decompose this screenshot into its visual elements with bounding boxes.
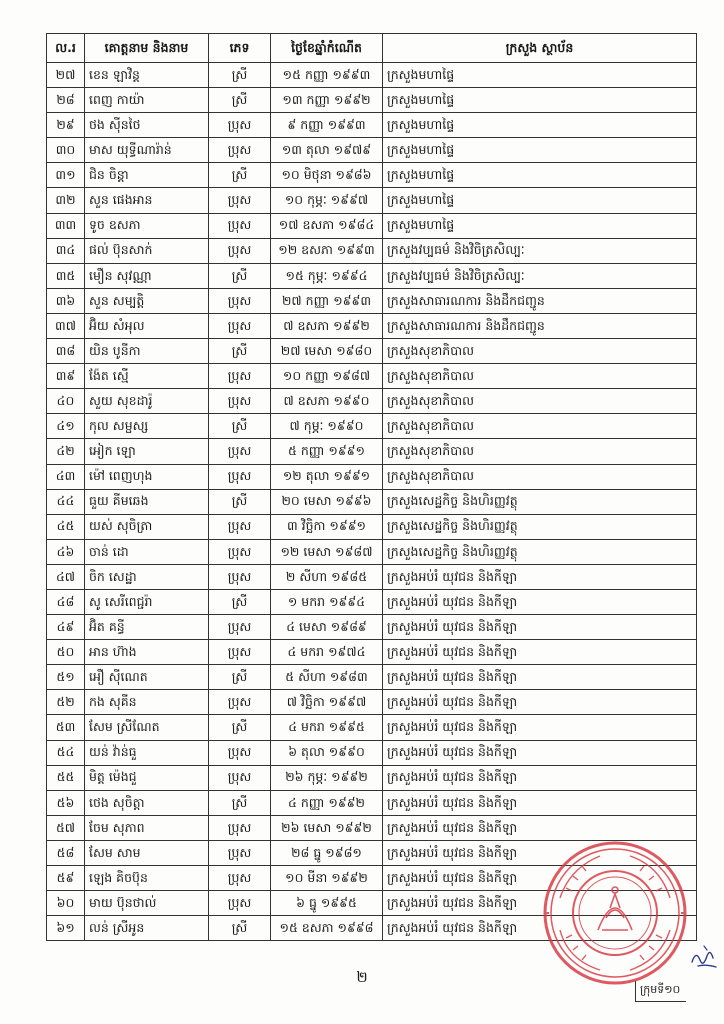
- row-number: ៥៦: [47, 790, 85, 815]
- person-sex: ប្រុស: [209, 364, 271, 389]
- table-row: [47, 313, 697, 338]
- row-number: ៥៧: [47, 815, 85, 840]
- table-row: [47, 615, 697, 640]
- person-sex: ស្រី: [209, 589, 271, 614]
- person-dob: ១ មករា ១៩៩៤: [271, 589, 383, 614]
- row-number: ៣២: [47, 188, 85, 213]
- person-sex: ប្រុស: [209, 815, 271, 840]
- person-name: សែម សាម: [85, 840, 209, 865]
- person-name: សួន សម្បត្តិ: [85, 288, 209, 313]
- person-sex: ប្រុស: [209, 866, 271, 891]
- person-institution: ក្រសួងមហាផ្ទៃ: [383, 88, 697, 113]
- person-sex: ប្រុស: [209, 439, 271, 464]
- person-name: អ៊ិយ សំអុល: [85, 313, 209, 338]
- table-row: [47, 88, 697, 113]
- person-sex: ប្រុស: [209, 840, 271, 865]
- person-institution: ក្រសួងអប់រំ យុវជន និងកីឡា: [383, 891, 697, 916]
- person-sex: ប្រុស: [209, 891, 271, 916]
- person-dob: ៦ ធ្នូ ១៩៩៥: [271, 891, 383, 916]
- person-dob: ១២ មេសា ១៩៨៧: [271, 539, 383, 564]
- person-institution: ក្រសួងវប្បធម៌ និងវិចិត្រសិល្បៈ: [383, 263, 697, 288]
- person-dob: ១២ ឧសភា ១៩៩៣: [271, 238, 383, 263]
- person-institution: ក្រសួងអប់រំ យុវជន និងកីឡា: [383, 665, 697, 690]
- person-dob: ៣ វិច្ឆិកា ១៩៩១: [271, 514, 383, 539]
- header-institution: ក្រសួង ស្ថាប័ន: [383, 34, 697, 63]
- person-name: អៀក ឡោ: [85, 439, 209, 464]
- row-number: ៤៨: [47, 589, 85, 614]
- person-name: យិន បូនីកា: [85, 339, 209, 364]
- row-number: ៥៤: [47, 740, 85, 765]
- person-name: ង៉ែត ស្មើ: [85, 364, 209, 389]
- person-name: មាយ ប៊ុនថាល់: [85, 891, 209, 916]
- person-sex: ស្រី: [209, 63, 271, 88]
- table-row: [47, 288, 697, 313]
- table-row: [47, 163, 697, 188]
- table-row: [47, 339, 697, 364]
- person-sex: ប្រុស: [209, 564, 271, 589]
- form-code: ក្រុមទី១០: [635, 981, 686, 1002]
- person-name: អាន ហ៊ាង: [85, 640, 209, 665]
- person-dob: ៤ មករា ១៩៩៥: [271, 715, 383, 740]
- person-name: កុល សម្ផស្ស: [85, 414, 209, 439]
- table-row: [47, 63, 697, 88]
- person-institution: ក្រសួងអប់រំ យុវជន និងកីឡា: [383, 615, 697, 640]
- row-number: ៥៩: [47, 866, 85, 891]
- person-name: ជិន ចិន្តា: [85, 163, 209, 188]
- table-row: [47, 188, 697, 213]
- person-name: ម៉ៅ ពេញហុង: [85, 464, 209, 489]
- person-name: មឿន សុវណ្ណា: [85, 263, 209, 288]
- person-sex: ប្រុស: [209, 765, 271, 790]
- table-row: [47, 464, 697, 489]
- person-dob: ៤ មករា ១៩៧៤: [271, 640, 383, 665]
- person-dob: ១៧ ឧសភា ១៩៨៤: [271, 213, 383, 238]
- person-sex: ប្រុស: [209, 640, 271, 665]
- table-row: [47, 439, 697, 464]
- table-row: [47, 489, 697, 514]
- person-sex: ប្រុស: [209, 313, 271, 338]
- person-dob: ១៥ កុម្ភៈ ១៩៩៤: [271, 263, 383, 288]
- person-name: ផល់ ប៊ុនសាក់: [85, 238, 209, 263]
- person-institution: ក្រសួងអប់រំ យុវជន និងកីឡា: [383, 916, 697, 941]
- person-institution: ក្រសួងសាធារណការ និងដឹកជញ្ជូន: [383, 288, 697, 313]
- person-institution: ក្រសួងអប់រំ យុវជន និងកីឡា: [383, 690, 697, 715]
- person-sex: ស្រី: [209, 489, 271, 514]
- person-institution: ក្រសួងអប់រំ យុវជន និងកីឡា: [383, 640, 697, 665]
- row-number: ២៨: [47, 88, 85, 113]
- table-row: [47, 213, 697, 238]
- person-institution: ក្រសួងសុខាភិបាល: [383, 364, 697, 389]
- person-name: យន់ វ៉ាន់ធួ: [85, 740, 209, 765]
- row-number: ៦០: [47, 891, 85, 916]
- person-name: សែម ស្រីណែត: [85, 715, 209, 740]
- person-dob: ២៨ ធ្នូ ១៩៨១: [271, 840, 383, 865]
- person-name: ថង ស៊ីនថៃ: [85, 113, 209, 138]
- person-dob: ១៥ កញ្ញា ១៩៩៣: [271, 63, 383, 88]
- roster-body: [47, 63, 697, 941]
- row-number: ៤២: [47, 439, 85, 464]
- person-sex: ប្រុស: [209, 213, 271, 238]
- row-number: ៣៨: [47, 339, 85, 364]
- row-number: ៣៩: [47, 364, 85, 389]
- person-dob: ៩ កញ្ញា ១៩៩៣: [271, 113, 383, 138]
- row-number: ៤៩: [47, 615, 85, 640]
- table-row: [47, 263, 697, 288]
- row-number: ៥១: [47, 665, 85, 690]
- row-number: ៤១: [47, 414, 85, 439]
- person-institution: ក្រសួងសុខាភិបាល: [383, 414, 697, 439]
- person-name: ធួយ គីមឆេង: [85, 489, 209, 514]
- person-dob: ៦ តុលា ១៩៩០: [271, 740, 383, 765]
- page-number: ២: [356, 968, 368, 986]
- row-number: ៥៥: [47, 765, 85, 790]
- person-dob: ១០ មិថុនា ១៩៨៦: [271, 163, 383, 188]
- person-name: ចាន់ ដោ: [85, 539, 209, 564]
- person-sex: ស្រី: [209, 916, 271, 941]
- person-institution: ក្រសួងអប់រំ យុវជន និងកីឡា: [383, 715, 697, 740]
- row-number: ២៩: [47, 113, 85, 138]
- person-institution: ក្រសួងសុខាភិបាល: [383, 439, 697, 464]
- person-name: សួន ផេងអាន: [85, 188, 209, 213]
- person-sex: ប្រុស: [209, 188, 271, 213]
- table-row: [47, 539, 697, 564]
- person-dob: ២៧ កញ្ញា ១៩៩៣: [271, 288, 383, 313]
- person-name: មាស យុទ្ធីណារ៉ាន់: [85, 138, 209, 163]
- person-dob: ៧ កុម្ភៈ ១៩៩០: [271, 414, 383, 439]
- person-name: មិត្ត ម៉េងជួ: [85, 765, 209, 790]
- person-sex: ប្រុស: [209, 539, 271, 564]
- header-name: គោត្តនាម និងនាម: [85, 34, 209, 63]
- person-name: អ៊ិត គន្ធី: [85, 615, 209, 640]
- person-name: ពេញ កាយ៉ា: [85, 88, 209, 113]
- person-dob: ១០ កញ្ញា ១៩៨៧: [271, 364, 383, 389]
- person-dob: ៥ កញ្ញា ១៩៩១: [271, 439, 383, 464]
- person-dob: ២៧ មេសា ១៩៨០: [271, 339, 383, 364]
- person-name: យស់ សុចិត្រា: [85, 514, 209, 539]
- person-dob: ១២ តុលា ១៩៩១: [271, 464, 383, 489]
- row-number: ៦១: [47, 916, 85, 941]
- person-name: ចែម សុភាព: [85, 815, 209, 840]
- row-number: ៣៣: [47, 213, 85, 238]
- person-institution: ក្រសួងអប់រំ យុវជន និងកីឡា: [383, 790, 697, 815]
- person-sex: ប្រុស: [209, 138, 271, 163]
- person-dob: ៧ ឧសភា ១៩៩២: [271, 313, 383, 338]
- row-number: ៣៤: [47, 238, 85, 263]
- person-dob: ៧ វិច្ឆិកា ១៩៩៧: [271, 690, 383, 715]
- person-institution: ក្រសួងអប់រំ យុវជន និងកីឡា: [383, 840, 697, 865]
- table-row: [47, 740, 697, 765]
- person-sex: ប្រុស: [209, 514, 271, 539]
- table-header-row: [47, 34, 697, 63]
- person-name: ចិក សេដ្ឋា: [85, 564, 209, 589]
- person-dob: ៧ ឧសភា ១៩៩០: [271, 389, 383, 414]
- person-name: ទូច ឧសភា: [85, 213, 209, 238]
- row-number: ៣១: [47, 163, 85, 188]
- person-institution: ក្រសួងមហាផ្ទៃ: [383, 138, 697, 163]
- person-dob: ៥ សីហា ១៩៨៣: [271, 665, 383, 690]
- person-dob: ១៣ តុលា ១៩៧៩: [271, 138, 383, 163]
- person-sex: ប្រុស: [209, 690, 271, 715]
- person-institution: ក្រសួងមហាផ្ទៃ: [383, 63, 697, 88]
- person-institution: ក្រសួងសេដ្ឋកិច្ច និងហិរញ្ញវត្ថុ: [383, 514, 697, 539]
- person-institution: ក្រសួងមហាផ្ទៃ: [383, 163, 697, 188]
- row-number: ៥៣: [47, 715, 85, 740]
- person-institution: ក្រសួងអប់រំ យុវជន និងកីឡា: [383, 589, 697, 614]
- person-name: អឿ ស៊ីណេត: [85, 665, 209, 690]
- table-row: [47, 113, 697, 138]
- person-name: ថេង សុចិត្តា: [85, 790, 209, 815]
- table-row: [47, 138, 697, 163]
- person-dob: ១៣ កញ្ញា ១៩៩២: [271, 88, 383, 113]
- table-row: [47, 690, 697, 715]
- person-dob: ២៦ កុម្ភៈ ១៩៩២: [271, 765, 383, 790]
- table-row: [47, 238, 697, 263]
- person-sex: ប្រុស: [209, 615, 271, 640]
- person-institution: ក្រសួងអប់រំ យុវជន និងកីឡា: [383, 866, 697, 891]
- person-sex: ស្រី: [209, 263, 271, 288]
- table-row: [47, 589, 697, 614]
- table-row: [47, 815, 697, 840]
- row-number: ២៧: [47, 63, 85, 88]
- row-number: ៥០: [47, 640, 85, 665]
- person-institution: ក្រសួងមហាផ្ទៃ: [383, 113, 697, 138]
- person-dob: ២០ មេសា ១៩៩៦: [271, 489, 383, 514]
- person-dob: ១៥ ឧសភា ១៩៩៨: [271, 916, 383, 941]
- person-dob: ១០ កុម្ភៈ ១៩៩៧: [271, 188, 383, 213]
- person-institution: ក្រសួងមហាផ្ទៃ: [383, 213, 697, 238]
- person-dob: ១០ មីនា ១៩៩២: [271, 866, 383, 891]
- person-name: ឡេង គិចប៊ុន: [85, 866, 209, 891]
- person-dob: ៤ មេសា ១៩៨៩: [271, 615, 383, 640]
- person-name: ខេន ឡាវិន្ត: [85, 63, 209, 88]
- person-institution: ក្រសួងសុខាភិបាល: [383, 389, 697, 414]
- row-number: ៤០: [47, 389, 85, 414]
- person-institution: ក្រសួងវប្បធម៌ និងវិចិត្រសិល្បៈ: [383, 238, 697, 263]
- table-row: [47, 715, 697, 740]
- person-name: កង សុគីន: [85, 690, 209, 715]
- row-number: ៥៨: [47, 840, 85, 865]
- person-name: លន់ ស្រីអូន: [85, 916, 209, 941]
- row-number: ៣៧: [47, 313, 85, 338]
- row-number: ៣៦: [47, 288, 85, 313]
- person-sex: ស្រី: [209, 790, 271, 815]
- row-number: ៣០: [47, 138, 85, 163]
- roster-table: [46, 33, 697, 941]
- header-number: ល.រ: [47, 34, 85, 63]
- person-sex: ប្រុស: [209, 740, 271, 765]
- table-row: [47, 364, 697, 389]
- person-sex: ស្រី: [209, 414, 271, 439]
- row-number: ៤៥: [47, 514, 85, 539]
- person-sex: ស្រី: [209, 339, 271, 364]
- person-name: សួយ សុខដារ៉ូ: [85, 389, 209, 414]
- table-row: [47, 389, 697, 414]
- person-institution: ក្រសួងសុខាភិបាល: [383, 464, 697, 489]
- person-institution: ក្រសួងមហាផ្ទៃ: [383, 188, 697, 213]
- table-row: [47, 514, 697, 539]
- person-sex: ស្រី: [209, 665, 271, 690]
- person-dob: ២៦ មេសា ១៩៩២: [271, 815, 383, 840]
- table-row: [47, 564, 697, 589]
- row-number: ៣៥: [47, 263, 85, 288]
- table-row: [47, 790, 697, 815]
- header-sex: ភេទ: [209, 34, 271, 63]
- person-sex: ប្រុស: [209, 288, 271, 313]
- person-institution: ក្រសួងសុខាភិបាល: [383, 339, 697, 364]
- table-row: [47, 640, 697, 665]
- person-institution: ក្រសួងសេដ្ឋកិច្ច និងហិរញ្ញវត្ថុ: [383, 489, 697, 514]
- person-name: សូ សេរីពេជ្ជរ៉ា: [85, 589, 209, 614]
- person-sex: ប្រុស: [209, 464, 271, 489]
- row-number: ៤៤: [47, 489, 85, 514]
- person-sex: ប្រុស: [209, 389, 271, 414]
- official-seal-icon: [540, 838, 690, 988]
- person-sex: ស្រី: [209, 715, 271, 740]
- table-row: [47, 765, 697, 790]
- row-number: ៥២: [47, 690, 85, 715]
- person-institution: ក្រសួងអប់រំ យុវជន និងកីឡា: [383, 564, 697, 589]
- row-number: ៤៦: [47, 539, 85, 564]
- person-sex: ប្រុស: [209, 113, 271, 138]
- person-dob: ៤ កញ្ញា ១៩៩២: [271, 790, 383, 815]
- row-number: ៤៣: [47, 464, 85, 489]
- table-row: [47, 665, 697, 690]
- person-sex: ប្រុស: [209, 238, 271, 263]
- person-institution: ក្រសួងអប់រំ យុវជន និងកីឡា: [383, 765, 697, 790]
- table-row: [47, 414, 697, 439]
- row-number: ៤៧: [47, 564, 85, 589]
- person-sex: ស្រី: [209, 88, 271, 113]
- header-dob: ថ្ងៃខែឆ្នាំកំណើត: [271, 34, 383, 63]
- person-institution: ក្រសួងសេដ្ឋកិច្ច និងហិរញ្ញវត្ថុ: [383, 539, 697, 564]
- person-institution: ក្រសួងអប់រំ យុវជន និងកីឡា: [383, 740, 697, 765]
- person-dob: ២ សីហា ១៩៨៥: [271, 564, 383, 589]
- person-sex: ស្រី: [209, 163, 271, 188]
- person-institution: ក្រសួងសាធារណការ និងដឹកជញ្ជូន: [383, 313, 697, 338]
- person-institution: ក្រសួងអប់រំ យុវជន និងកីឡា: [383, 815, 697, 840]
